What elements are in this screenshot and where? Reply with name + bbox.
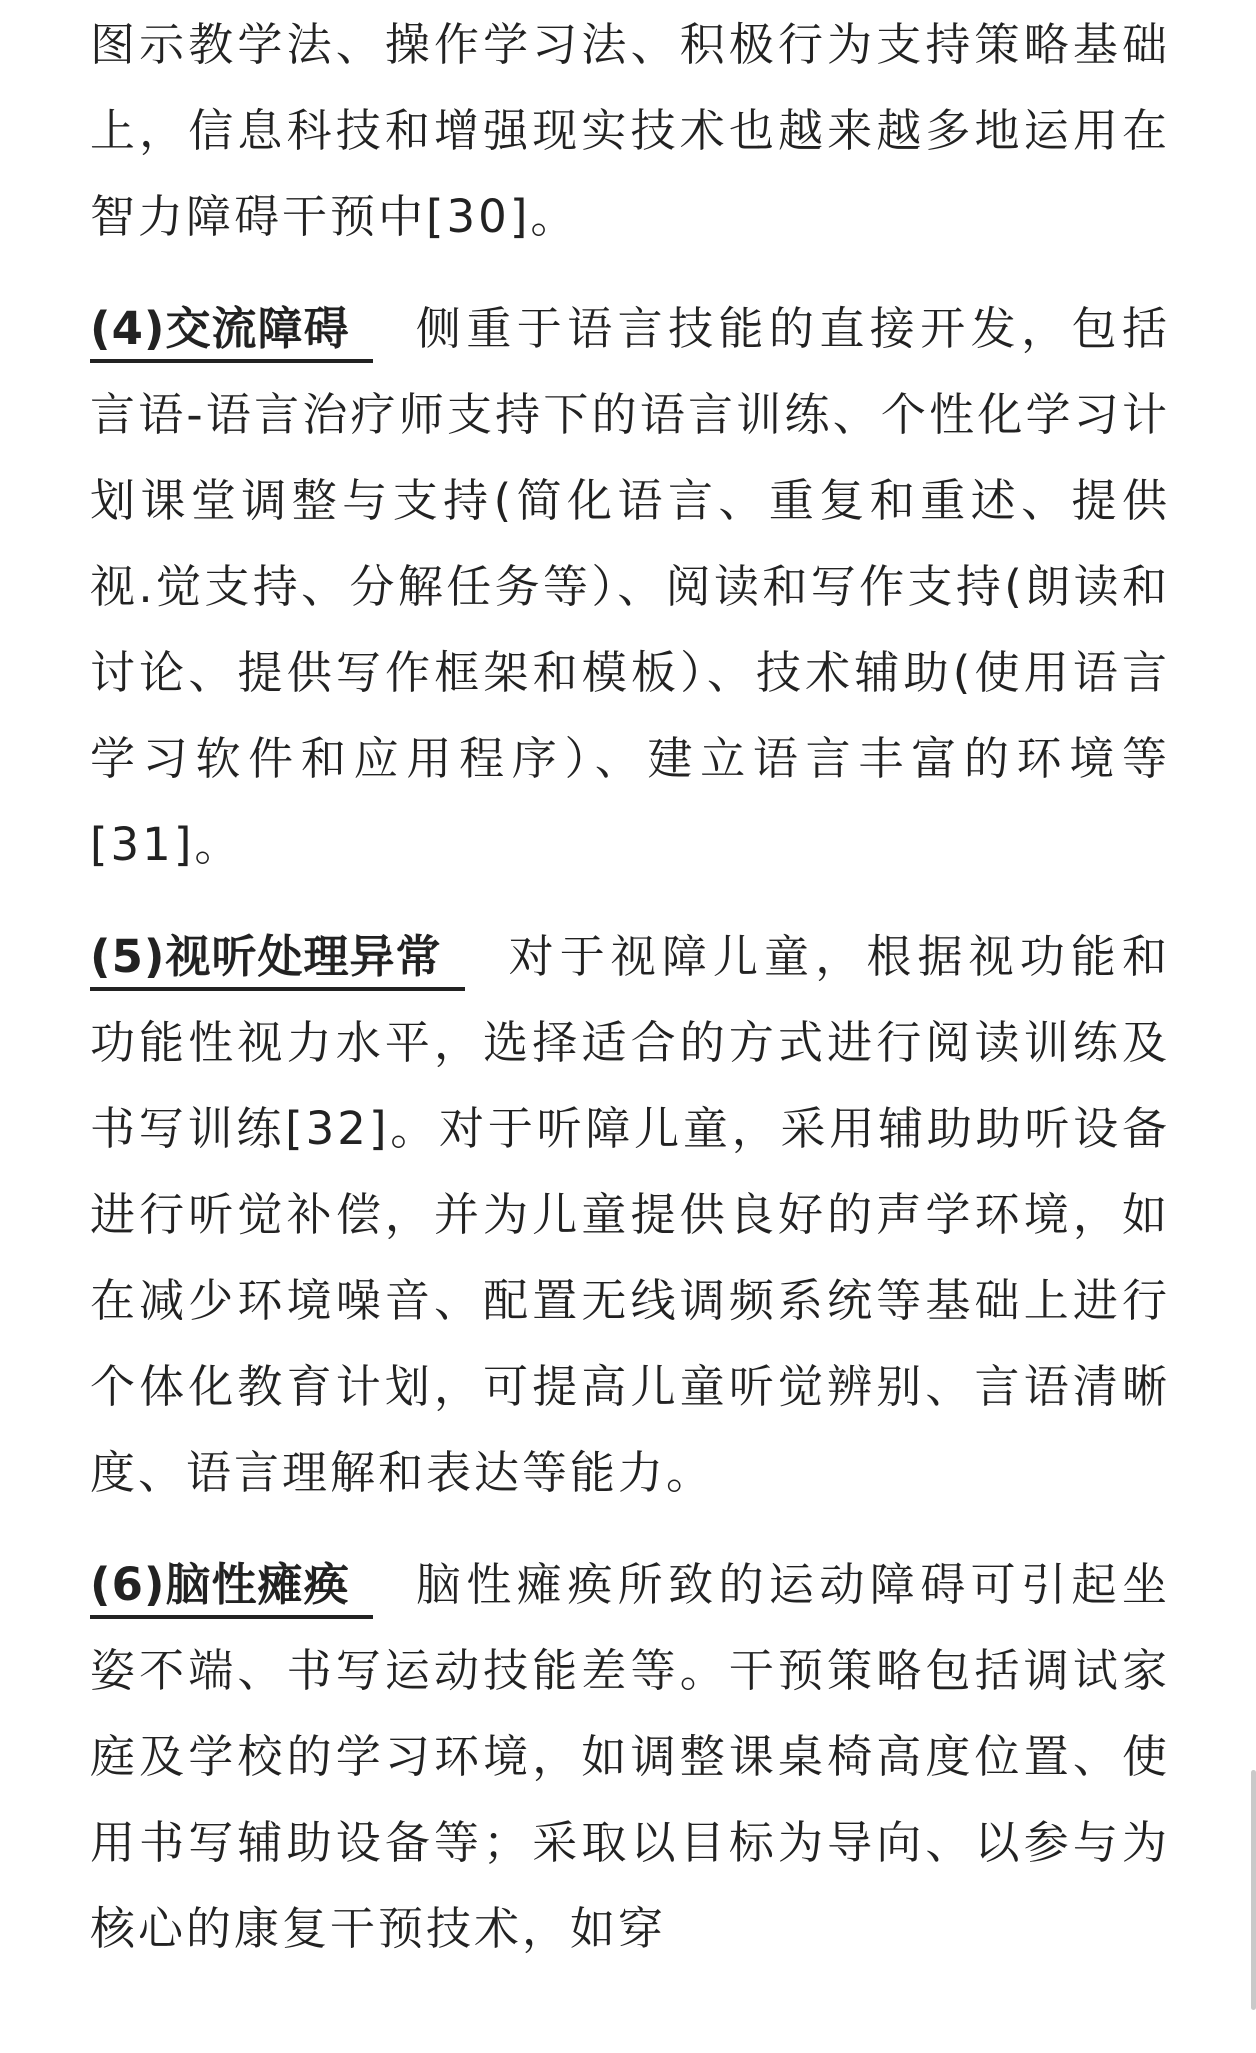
paragraph-text: 侧重于语言技能的直接开发，包括言语-语言治疗师支持下的语言训练、个性化学习计划课堂调整与支持(简化语言、重复和重述、提供视.觉支持、分解任务等）、阅读和写作支持(朗读和讨论、提供写作框架和模板）、技术辅助(使用语言学习软件和应用程序）、建立语言丰富的环境等[31]。 (90, 302, 1170, 871)
section-heading-cerebral-palsy: (6)脑性瘫痪 (90, 1555, 373, 1619)
scrollbar-thumb[interactable] (1251, 1770, 1256, 2010)
paragraph-communication-disorder (90, 286, 1170, 888)
paragraph-audiovisual-processing (90, 914, 1170, 1516)
paragraph-text: 图示教学法、操作学习法、积极行为支持策略基础上，信息科技和增强现实技术也越来越多地运用在智力障碍干预中[30]。 (90, 18, 1170, 243)
paragraph-text: 脑性瘫痪所致的运动障碍可引起坐姿不端、书写运动技能差等。干预策略包括调试家庭及学校的学习环境，如调整课桌椅高度位置、使用书写辅助设备等；采取以目标为导向、以参与为核心的康复干预技术，如穿 (90, 1558, 1170, 1955)
article-body (90, 0, 1170, 1972)
paragraph-intellectual-disability-continued (90, 2, 1170, 260)
section-heading-audiovisual-processing: (5)视听处理异常 (90, 927, 465, 991)
paragraph-cerebral-palsy (90, 1542, 1170, 1972)
section-heading-communication-disorder: (4)交流障碍 (90, 299, 373, 363)
paragraph-text: 对于视障儿童，根据视功能和功能性视力水平，选择适合的方式进行阅读训练及书写训练[32]。对于听障儿童，采用辅助助听设备进行听觉补偿，并为儿童提供良好的声学环境，如在减少环境噪音、配置无线调频系统等基础上进行个体化教育计划，可提高儿童听觉辨别、言语清晰度、语言理解和表达等能力。 (90, 930, 1170, 1499)
